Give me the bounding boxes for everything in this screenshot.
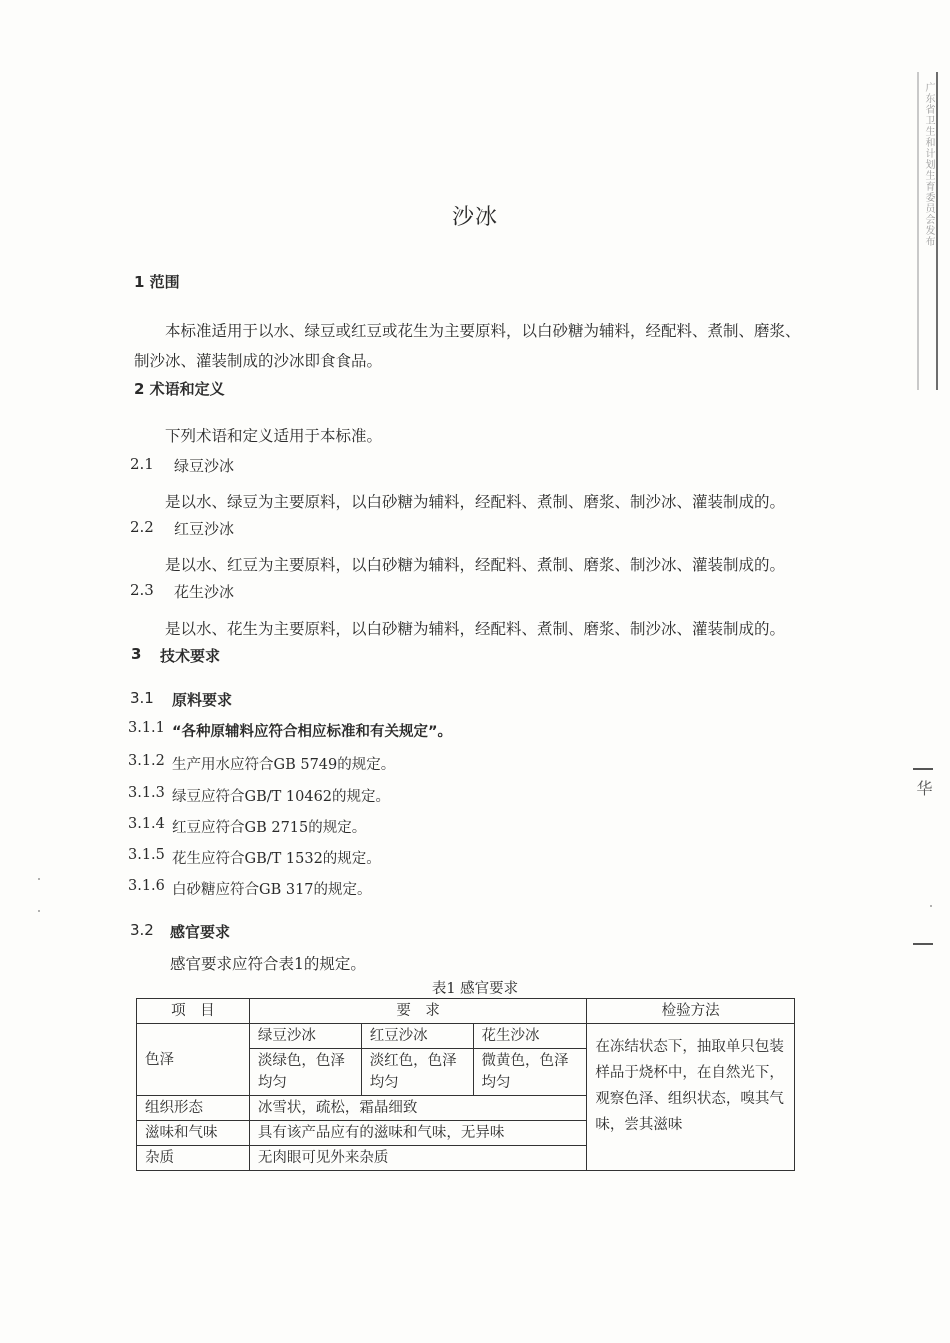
texture-value: 冰雪状，疏松，霜晶细致 bbox=[249, 1096, 587, 1121]
req-number: 3.1.3 bbox=[128, 785, 165, 801]
term-name: 花生沙冰 bbox=[174, 583, 235, 601]
section-3-1-heading: 原料要求 bbox=[172, 691, 233, 709]
page-title: 沙冰 bbox=[451, 205, 498, 230]
table-row bbox=[137, 1024, 795, 1049]
term-definition: 是以水、绿豆为主要原料，以白砂糖为辅料，经配料、煮制、磨浆、制沙冰、灌装制成的。 bbox=[165, 493, 786, 511]
req-number: 3.1.2 bbox=[128, 753, 165, 769]
scan-dot bbox=[930, 905, 932, 907]
binding-edge-right bbox=[936, 72, 938, 390]
req-number: 3.1.4 bbox=[128, 816, 165, 832]
term-number: 2.3 bbox=[130, 581, 154, 599]
section-1-para-line2: 制沙冰、灌装制成的沙冰即食食品。 bbox=[134, 352, 383, 370]
section-3-heading: 技术要求 bbox=[160, 647, 221, 665]
color-redbean: 淡红色，色泽均匀 bbox=[361, 1049, 473, 1096]
term-number: 2.1 bbox=[130, 455, 154, 473]
section-2-heading: 2 术语和定义 bbox=[134, 380, 225, 398]
section-3-2-heading: 感官要求 bbox=[170, 923, 231, 941]
section-3-1-number: 3.1 bbox=[130, 689, 154, 707]
req-text: 生产用水应符合GB 5749的规定。 bbox=[172, 757, 396, 773]
table-header-row bbox=[137, 999, 795, 1024]
subheader-peanut: 花生沙冰 bbox=[473, 1024, 587, 1049]
section-3-2-intro: 感官要求应符合表1的规定。 bbox=[170, 955, 366, 973]
scan-dot bbox=[38, 878, 40, 880]
margin-bracket-bottom bbox=[913, 943, 933, 945]
section-1-para-line1: 本标准适用于以水、绿豆或红豆或花生为主要原料，以白砂糖为辅料，经配料、煮制、磨浆、 bbox=[165, 322, 801, 340]
req-number: 3.1.1 bbox=[128, 720, 165, 736]
taste-value: 具有该产品应有的滋味和气味，无异味 bbox=[249, 1121, 587, 1146]
section-3-2-number: 3.2 bbox=[130, 921, 154, 939]
header-method: 检验方法 bbox=[587, 999, 795, 1024]
section-3-number: 3 bbox=[131, 645, 142, 663]
margin-mark: 华 bbox=[914, 780, 933, 796]
req-number: 3.1.6 bbox=[128, 878, 165, 894]
scan-dot bbox=[38, 910, 40, 912]
term-name: 红豆沙冰 bbox=[174, 520, 235, 538]
req-text: “各种原辅料应符合相应标准和有关规定”。 bbox=[172, 724, 453, 740]
row-label-taste: 滋味和气味 bbox=[137, 1121, 250, 1146]
color-mungbean: 淡绿色，色泽均匀 bbox=[249, 1049, 361, 1096]
row-label-texture: 组织形态 bbox=[137, 1096, 250, 1121]
term-definition: 是以水、花生为主要原料，以白砂糖为辅料，经配料、煮制、磨浆、制沙冰、灌装制成的。 bbox=[165, 620, 786, 638]
inspection-method: 在冻结状态下，抽取单只包装样品于烧杯中，在自然光下，观察色泽、组织状态，嗅其气味，尝其滋味 bbox=[587, 1024, 795, 1171]
req-text: 白砂糖应符合GB 317的规定。 bbox=[172, 882, 372, 898]
subheader-mungbean: 绿豆沙冰 bbox=[249, 1024, 361, 1049]
req-text: 绿豆应符合GB/T 10462的规定。 bbox=[172, 789, 391, 805]
row-label-color: 色泽 bbox=[137, 1024, 250, 1096]
req-text: 花生应符合GB/T 1532的规定。 bbox=[172, 851, 381, 867]
row-label-impurity: 杂质 bbox=[137, 1146, 250, 1171]
header-item: 项 目 bbox=[137, 999, 250, 1024]
term-definition: 是以水、红豆为主要原料，以白砂糖为辅料，经配料、煮制、磨浆、制沙冰、灌装制成的。 bbox=[165, 556, 786, 574]
sensory-table bbox=[136, 998, 795, 1171]
color-peanut: 微黄色，色泽均匀 bbox=[473, 1049, 587, 1096]
section-2-intro: 下列术语和定义适用于本标准。 bbox=[165, 427, 383, 445]
section-1-heading: 1 范围 bbox=[134, 273, 180, 291]
margin-bracket-top bbox=[913, 768, 933, 770]
impurity-value: 无肉眼可见外来杂质 bbox=[249, 1146, 587, 1171]
spine-text: 广东省卫生和计划生育委员会发布 bbox=[923, 82, 934, 247]
term-name: 绿豆沙冰 bbox=[174, 457, 235, 475]
req-text: 红豆应符合GB 2715的规定。 bbox=[172, 820, 367, 836]
term-number: 2.2 bbox=[130, 518, 154, 536]
table-caption: 表1 感官要求 bbox=[431, 981, 519, 997]
subheader-redbean: 红豆沙冰 bbox=[361, 1024, 473, 1049]
header-requirements: 要 求 bbox=[249, 999, 587, 1024]
binding-edge-top bbox=[917, 72, 919, 390]
req-number: 3.1.5 bbox=[128, 847, 165, 863]
